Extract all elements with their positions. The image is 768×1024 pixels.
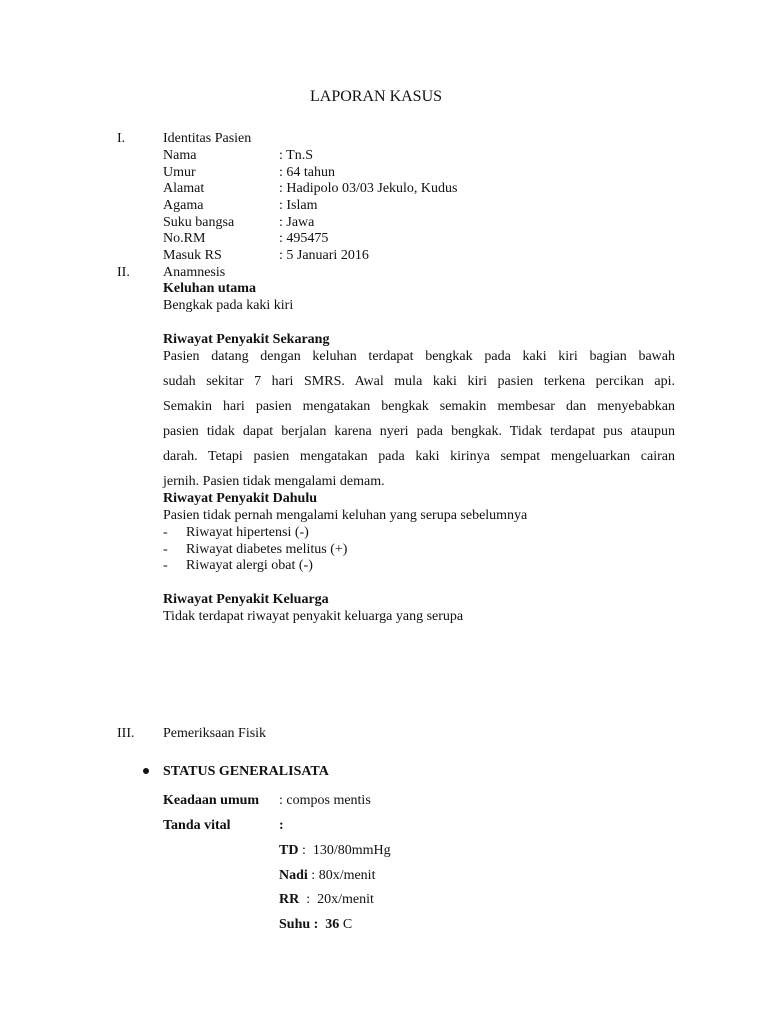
field-label-nama: Nama [163, 148, 197, 163]
vital-nadi [279, 867, 375, 884]
rps-title: Riwayat Penyakit Sekarang [163, 332, 330, 347]
list-dash: - [163, 542, 168, 557]
keadaan-umum-value: : compos mentis [279, 793, 371, 808]
section-1-heading: Identitas Pasien [163, 131, 252, 146]
bullet-icon [143, 768, 149, 774]
field-value-nama: : Tn.S [279, 148, 313, 163]
keluhan-utama-text: Bengkak pada kaki kiri [163, 298, 294, 313]
section-2-heading: Anamnesis [163, 265, 226, 280]
field-value-alamat: : Hadipolo 03/03 Jekulo, Kudus [279, 181, 458, 196]
field-label-umur: Umur [163, 165, 196, 180]
field-value-norm: : 495475 [279, 231, 329, 246]
section-1-numeral: I. [117, 131, 126, 146]
vital-value: 130/80mmHg [312, 843, 391, 858]
section-3-heading: Pemeriksaan Fisik [163, 726, 267, 741]
vital-label: Nadi [279, 868, 308, 883]
list-dash: - [163, 558, 168, 573]
vital-sep: : [299, 892, 318, 907]
rps-line: Pasien datang dengan keluhan terdapat bengkak pada kaki kiri bagian bawah [163, 349, 675, 364]
rpd-item: Riwayat hipertensi (-) [186, 525, 309, 540]
rpd-text: Pasien tidak pernah mengalami keluhan yang serupa sebelumnya [163, 508, 528, 523]
rps-line: sudah sekitar 7 hari SMRS. Awal mula kaki kiri pasien terkena percikan api. [163, 374, 675, 389]
vital-label: TD [279, 843, 299, 858]
vital-td [279, 842, 391, 859]
section-3-numeral: III. [117, 726, 135, 741]
vital-rr [279, 891, 374, 908]
field-value-agama: : Islam [279, 198, 318, 213]
field-label-agama: Agama [163, 198, 204, 213]
rps-line: pasien tidak dapat berjalan karena nyeri pada bengkak. Tidak terdapat pus ataupun [163, 424, 675, 439]
field-value-masuk: : 5 Januari 2016 [279, 248, 369, 263]
field-value-umur: : 64 tahun [279, 165, 335, 180]
field-label-suku: Suku bangsa [163, 215, 235, 230]
list-dash: - [163, 525, 168, 540]
vital-value: 80x/menit [318, 868, 376, 883]
rpd-title: Riwayat Penyakit Dahulu [163, 491, 318, 506]
rpd-item: Riwayat diabetes melitus (+) [186, 542, 348, 557]
field-value-suku: : Jawa [279, 215, 315, 230]
status-generalisata-title: STATUS GENERALISATA [163, 764, 329, 779]
vital-label: Suhu : 36 [279, 917, 340, 932]
vital-value: C [339, 917, 353, 932]
field-label-masuk: Masuk RS [163, 248, 222, 263]
vital-label: RR [279, 892, 300, 907]
vital-sep: : [307, 868, 319, 883]
field-label-alamat: Alamat [163, 181, 205, 196]
rps-line: darah. Tetapi pasien mengatakan pada kaki kirinya sempat mengeluarkan cairan [163, 449, 675, 464]
rps-line: jernih. Pasien tidak mengalami demam. [163, 474, 385, 489]
tanda-vital-colon: : [279, 818, 284, 833]
page-title: LAPORAN KASUS [310, 88, 443, 105]
section-2-numeral: II. [117, 265, 130, 280]
rpk-text: Tidak terdapat riwayat penyakit keluarga yang serupa [163, 609, 464, 624]
rpd-item: Riwayat alergi obat (-) [186, 558, 313, 573]
field-label-norm: No.RM [163, 231, 206, 246]
keluhan-utama-title: Keluhan utama [163, 281, 256, 296]
vital-sep: : [298, 843, 313, 858]
vital-suhu [279, 916, 352, 933]
rpk-title: Riwayat Penyakit Keluarga [163, 592, 329, 607]
vital-value: 20x/menit [317, 892, 374, 907]
tanda-vital-label: Tanda vital [163, 818, 231, 833]
rps-line: Semakin hari pasien mengatakan bengkak semakin membesar dan menyebabkan [163, 399, 675, 414]
keadaan-umum-label: Keadaan umum [163, 793, 260, 808]
